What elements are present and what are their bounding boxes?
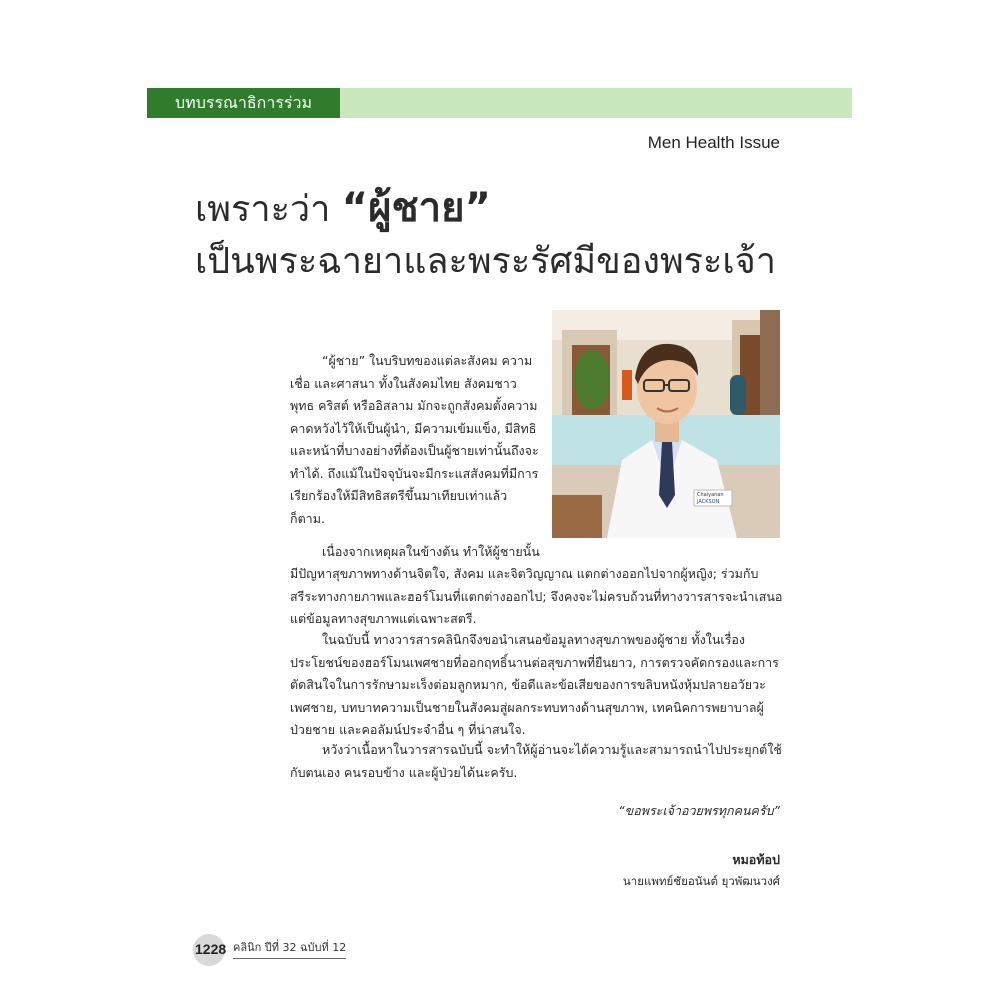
article-paragraph-4: หวังว่าเนื้อหาในวารสารฉบับนี้ จะทำให้ผู้อ่านจะได้ความรู้และสามารถนำไปประยุกต์ใช้กับตนเอง คนรอบข้าง และผู้ป่วยได้นะครับ.	[290, 742, 782, 780]
section-label: บทบรรณาธิการร่วม	[147, 88, 340, 118]
journal-issue: คลินิก ปีที่ 32 ฉบับที่ 12	[233, 938, 346, 959]
author-nickname: หมอท้อป	[732, 852, 780, 867]
closing-blessing: “ขอพระเจ้าอวยพรทุกคนครับ”	[618, 803, 780, 818]
article-paragraph-2-start: เนื่องจากเหตุผลในข้างต้น ทำให้ผู้ชายนั้น	[322, 544, 540, 559]
article-paragraph-2-rest: มีปัญหาสุขภาพทางด้านจิตใจ, สังคม และจิตวิญญาณ แตกต่างออกไปจากผู้หญิง; ร่วมกับสรีระทางกายภาพและฮอร์โมนที่แตกต่างออกไป; จึงคงจะไม่ครบถ้วนที่ทางวารสารจะนำเสนอแต่ข้อมูลทางสุขภาพแต่เฉพาะสตรี.	[290, 566, 783, 626]
title-line-1	[195, 182, 835, 236]
badge-org: JACKSON	[697, 499, 720, 505]
article-paragraph-1: “ผู้ชาย” ในบริบทของแต่ละสังคม ความเชื่อ และศาสนา ทั้งในสังคมไทย สังคมชาวพุทธ คริสต์ หรืออิสลาม มักจะถูกสังคมตั้งความคาดหวังไว้ให้เป็นผู้นำ, มีความเข้มแข็ง, มีสิทธิและหน้าที่บางอย่างที่ต้องเป็นผู้ชายเท่านั้นถึงจะทำได้. ถึงแม้ในปัจจุบันจะมีกระแสสังคมที่มีการเรียกร้องให้มีสิทธิสตรีขึ้นมาเทียบเท่าแล้วก็ตาม.	[290, 353, 539, 526]
page-number-badge	[193, 934, 225, 966]
article-title	[195, 182, 835, 288]
author-photo	[552, 310, 780, 538]
issue-label: Men Health Issue	[647, 133, 780, 152]
title-line-2: เป็นพระฉายาและพระรัศมีของพระเจ้า	[195, 241, 776, 282]
author-photo-illustration	[552, 310, 780, 538]
page-number: 1228	[195, 941, 227, 957]
badge-name: Chaiyanan	[697, 492, 724, 498]
author-fullname: นายแพทย์ชัยอนันต์ ยุวพัฒนวงศ์	[622, 874, 780, 888]
section-header-bar	[147, 88, 852, 118]
article-paragraph-3: ในฉบับนี้ ทางวารสารคลินิกจึงขอนำเสนอข้อมูลทางสุขภาพของผู้ชาย ทั้งในเรื่องประโยชน์ของฮอร์โมนเพศชายที่ออกฤทธิ์นานต่อสุขภาพที่ยืนยาว, การตรวจคัดกรองและการตัดสินใจในการรักษามะเร็งต่อมลูกหมาก, ข้อดีและข้อเสียของการขลิบหนังหุ้มปลายอวัยวะเพศชาย, บทบาทความเป็นชายในสังคมสู่ผลกระทบทางด้านสุขภาพ, เทคนิคการพยาบาลผู้ป่วยชาย และคอลัมน์ประจำอื่น ๆ ที่น่าสนใจ.	[290, 632, 779, 737]
title-line-1-pre: เพราะว่า	[195, 189, 342, 230]
title-emphasis: “ผู้ชาย”	[341, 185, 491, 231]
